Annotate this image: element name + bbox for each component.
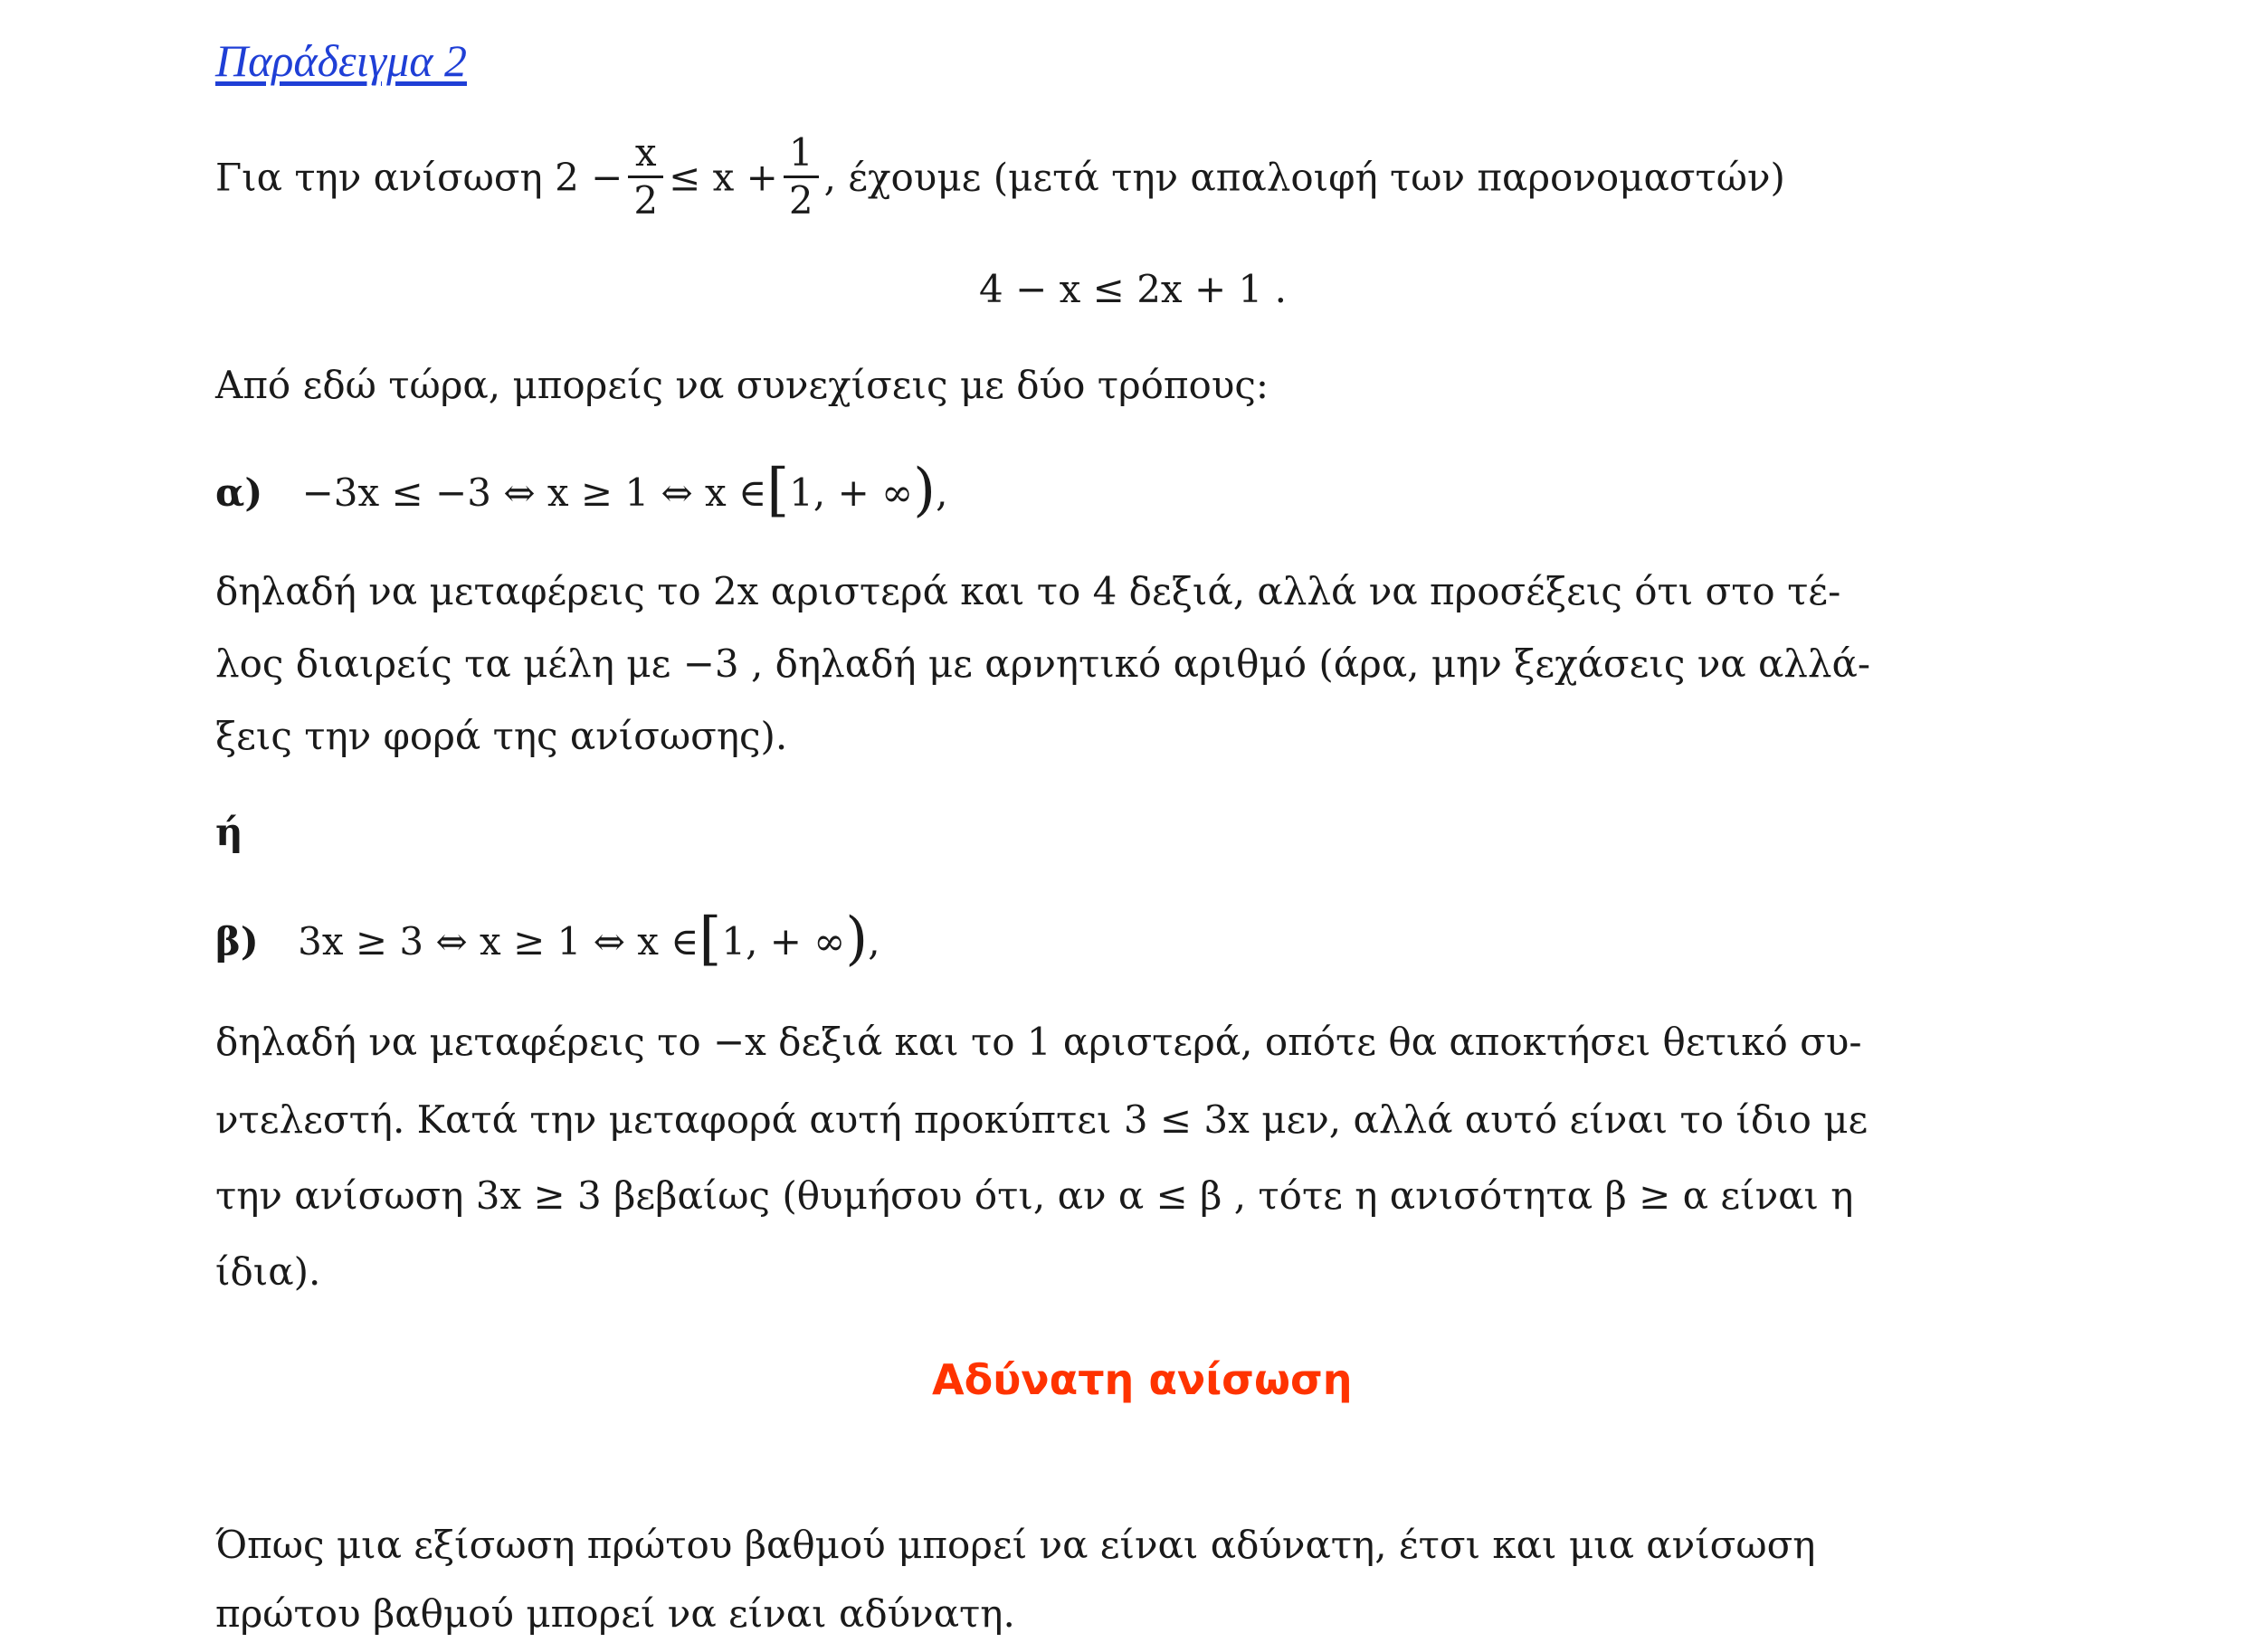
intro-line bbox=[215, 130, 1785, 227]
fraction-x-over-2 bbox=[628, 130, 663, 223]
para-b-line-4: ίδια). bbox=[215, 1249, 321, 1294]
fraction-1-over-2 bbox=[784, 130, 819, 223]
para-b-line-2: ντελεστή. Κατά την μεταφορά αυτή προκύπτει 3 ≤ 3x μεν, αλλά αυτό είναι το ίδιο με bbox=[215, 1097, 1868, 1142]
section-title: Αδύνατη ανίσωση bbox=[932, 1355, 1353, 1404]
para-a-line-2: λος διαιρείς τα μέλη με −3 , δηλαδή με αρνητικό αριθμό (άρα, μην ξεχάσεις να αλλά- bbox=[215, 641, 1871, 686]
closing-line-2: πρώτου βαθμού μπορεί να είναι αδύνατη. bbox=[215, 1591, 1015, 1636]
fraction-numerator: x bbox=[634, 130, 657, 175]
open-bracket: [ bbox=[699, 906, 722, 973]
or-text: ή bbox=[215, 810, 243, 854]
option-a-line bbox=[215, 457, 948, 524]
para-b-line-1: δηλαδή να μεταφέρεις το −x δεξιά και το 1 αριστερά, οπότε θα αποκτήσει θετικό συ- bbox=[215, 1020, 1862, 1064]
fraction-denominator: 2 bbox=[628, 176, 663, 223]
continue-text: Από εδώ τώρα, μπορείς να συνεχίσεις με δύο τρόπους: bbox=[215, 363, 1269, 407]
option-b-label: β) bbox=[215, 919, 259, 964]
intro-suffix: , έχουμε (μετά την απαλοιφή των παρονομαστών) bbox=[823, 155, 1785, 200]
open-bracket: [ bbox=[766, 457, 790, 524]
close-paren: ) bbox=[845, 906, 869, 973]
intro-middle: ≤ x + bbox=[669, 155, 778, 200]
example-title-link[interactable]: Παράδειγμα 2 bbox=[215, 35, 467, 86]
interval-values: 1, + ∞ bbox=[789, 470, 914, 515]
trailing-comma: , bbox=[868, 919, 880, 964]
para-b-line-3: την ανίσωση 3x ≥ 3 βεβαίως (θυμήσου ότι, αν α ≤ β , τότε η ανισότητα β ≥ α είναι η bbox=[215, 1173, 1854, 1218]
interval-values: 1, + ∞ bbox=[721, 919, 846, 964]
close-paren: ) bbox=[913, 457, 937, 524]
fraction-denominator: 2 bbox=[784, 176, 819, 223]
para-a-line-3: ξεις την φορά της ανίσωσης). bbox=[215, 714, 788, 758]
fraction-numerator: 1 bbox=[788, 130, 813, 175]
option-a-math: −3x ≤ −3 ⇔ x ≥ 1 ⇔ x ∈ bbox=[301, 470, 767, 515]
main-equation: 4 − x ≤ 2x + 1 . bbox=[979, 267, 1287, 311]
closing-line-1: Όπως μια εξίσωση πρώτου βαθμού μπορεί να είναι αδύνατη, έτσι και μια ανίσωση bbox=[215, 1523, 1816, 1567]
option-a-label: α) bbox=[215, 470, 263, 515]
trailing-comma: , bbox=[936, 470, 948, 515]
option-b-math: 3x ≥ 3 ⇔ x ≥ 1 ⇔ x ∈ bbox=[298, 919, 699, 964]
para-a-line-1: δηλαδή να μεταφέρεις το 2x αριστερά και το 4 δεξιά, αλλά να προσέξεις ότι στο τέ- bbox=[215, 569, 1841, 613]
option-b-line bbox=[215, 906, 880, 973]
intro-prefix: Για την ανίσωση 2 − bbox=[215, 155, 623, 200]
